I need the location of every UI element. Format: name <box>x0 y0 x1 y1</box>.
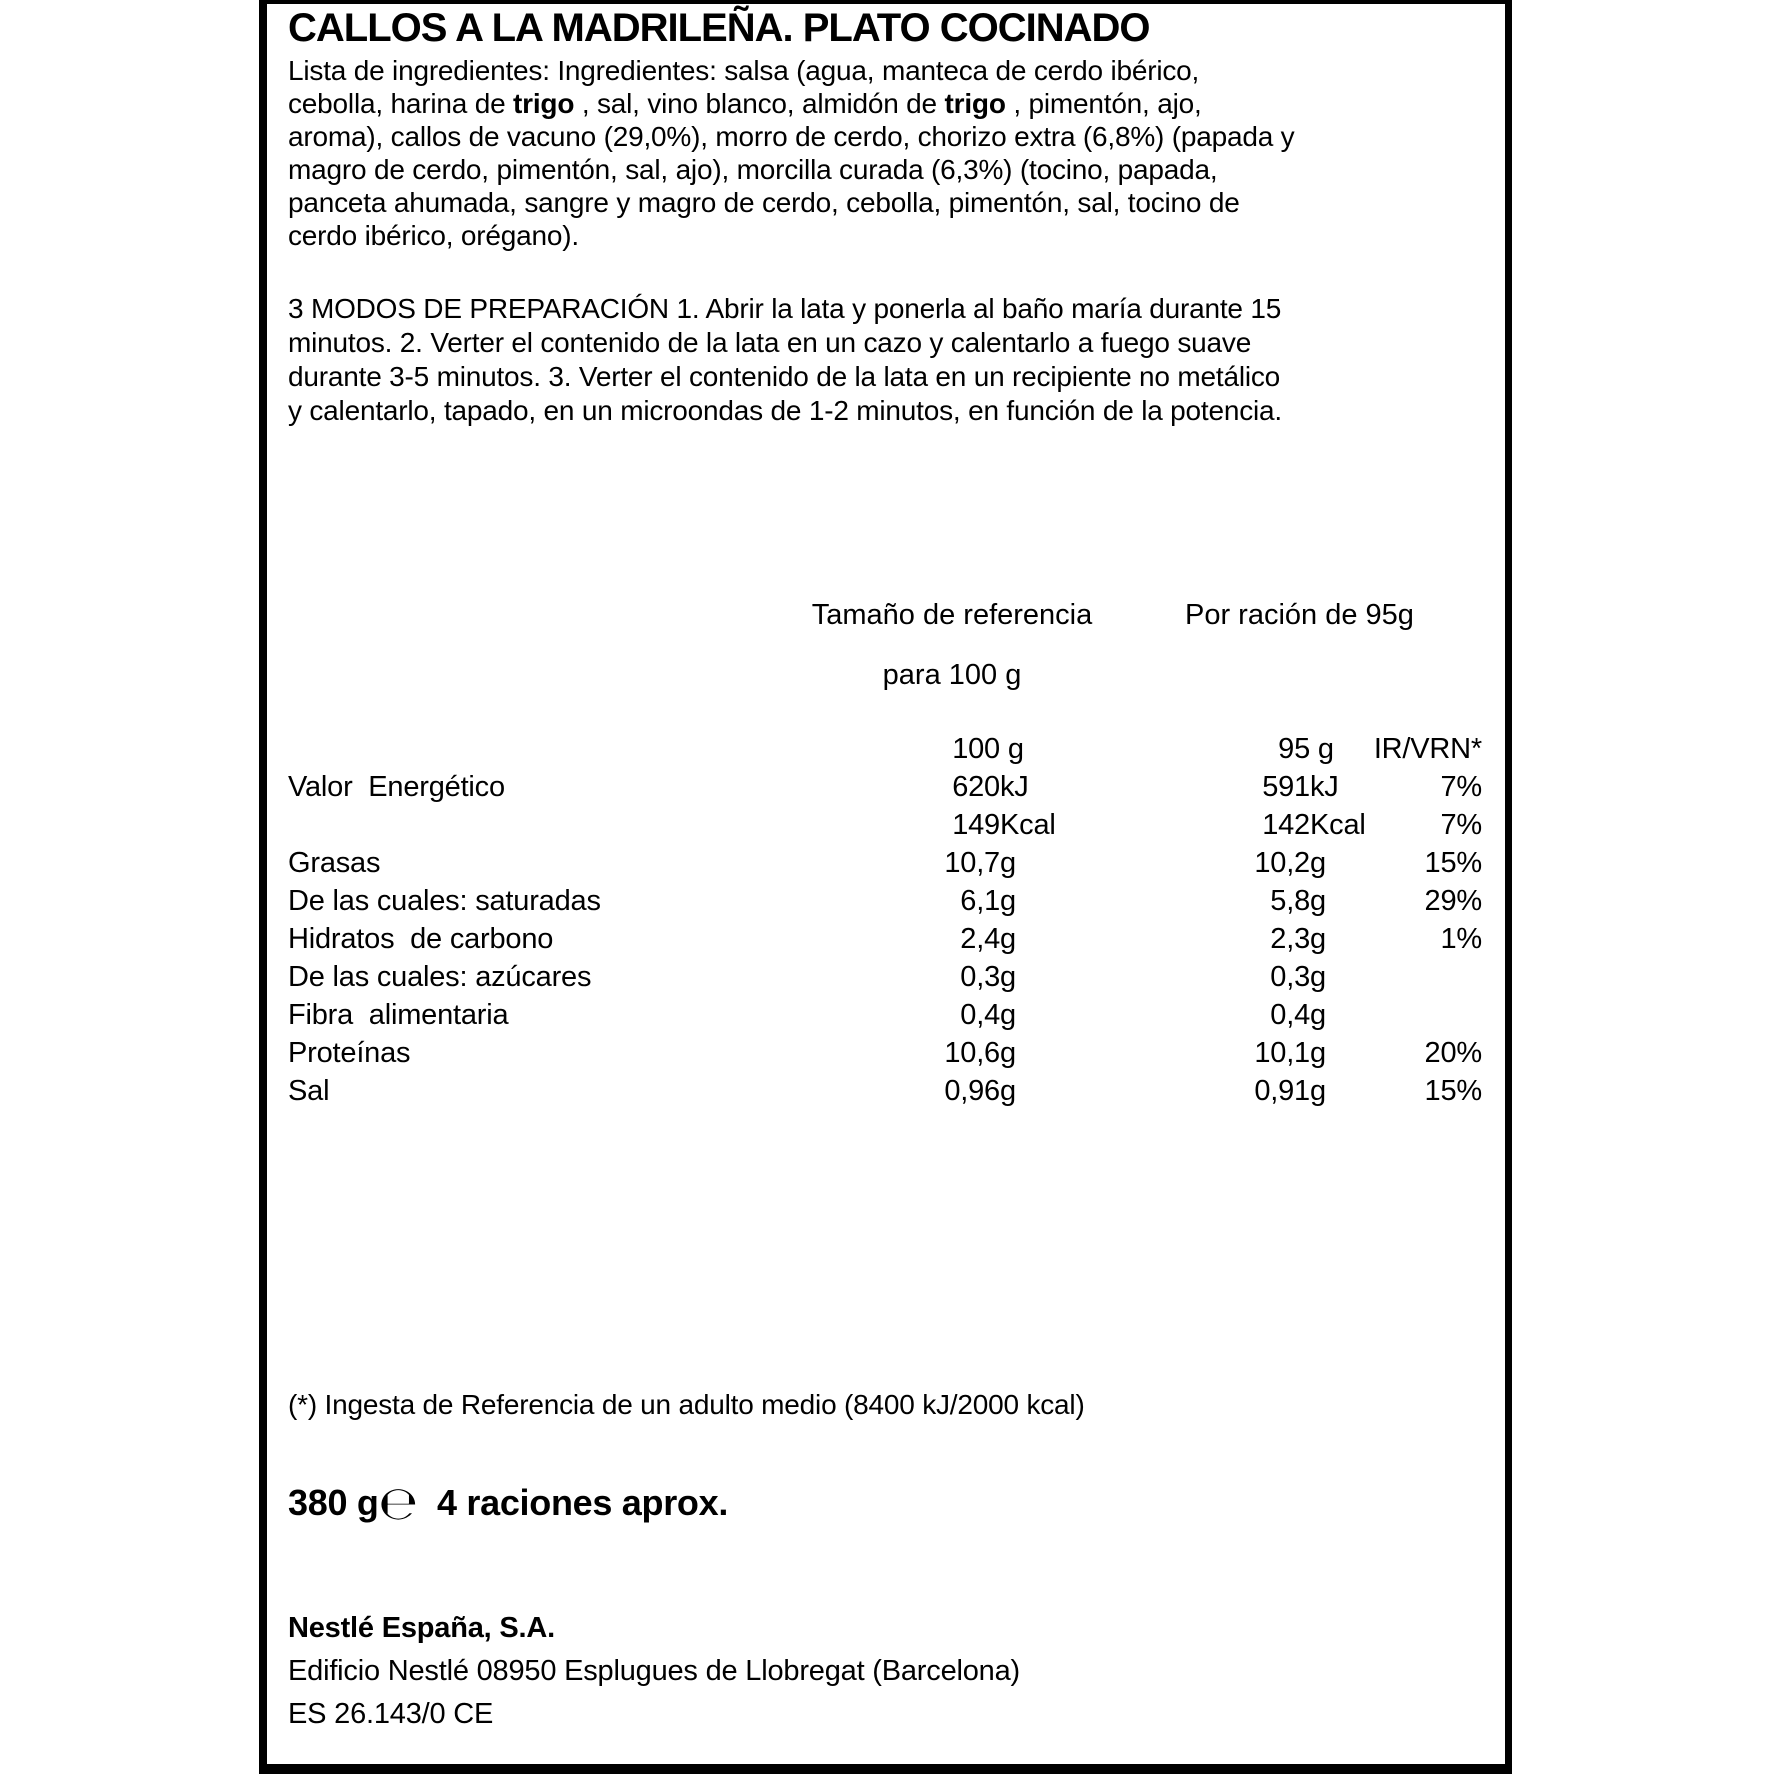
per100-unit: g <box>1000 999 1016 1031</box>
per100-value: 10,6 <box>944 1037 1000 1069</box>
perserving-unit: g <box>1310 733 1334 765</box>
nutrition-row-protein <box>288 1034 1500 1072</box>
reference-intake-footnote: (*) Ingesta de Referencia de un adulto medio (8400 kJ/2000 kcal) <box>288 1389 1085 1420</box>
nutrient-label: Fibra alimentaria <box>288 999 509 1031</box>
nutrition-row-carbohydrate <box>288 920 1500 958</box>
ingredients-text: Lista de ingredientes: Ingredientes: salsa (agua, manteca de cerdo ibérico, cebolla, harina de trigo , sal, vino blanco, almidón de trigo , pimentón, ajo, aroma), callos de vacuno (29,0%), morro de cerdo, chorizo extra (6,8%) (papada y magro de cerdo, pimentón, sal, ajo), morcilla curada (6,3%) (tocino, papada, panceta ahumada, sangre y magro de cerdo, cebolla, pimentón, sal, tocino de cerdo ibérico, orégano). <box>288 55 1295 251</box>
perserving-unit: g <box>1310 1075 1326 1107</box>
per100-unit: g <box>1000 961 1016 993</box>
perserving-unit: g <box>1310 1037 1326 1069</box>
ir-vrn-percent <box>1365 958 1500 996</box>
per100-unit: Kcal <box>1000 809 1056 841</box>
perserving-value: 10,1 <box>1254 1037 1310 1069</box>
perserving-value: 2,3 <box>1270 923 1310 955</box>
ir-vrn-percent: 20% <box>1424 1037 1482 1069</box>
nutrient-label <box>288 730 708 768</box>
per100-value: 6,1 <box>960 885 1000 917</box>
perserving-value: 10,2 <box>1254 847 1310 879</box>
nutrient-label: Hidratos de carbono <box>288 923 554 955</box>
nutrition-row-sugars <box>288 958 1500 996</box>
perserving-value: 0,4 <box>1270 999 1310 1031</box>
perserving-unit: g <box>1310 885 1326 917</box>
preparation-text: 3 MODOS DE PREPARACIÓN 1. Abrir la lata y ponerla al baño maría durante 15 minutos. 2. Verter el contenido de la lata en un cazo y calentarlo a fuego suave durante 3-5 minutos. 3. Verter el contenido de la lata en un recipiente no metálico y calentarlo, tapado, en un microondas de 1-2 minutos, en función de la potencia. <box>288 293 1283 426</box>
nutrition-row-fibre <box>288 996 1500 1034</box>
per100-value: 100 <box>952 733 1000 765</box>
per100-value: 620 <box>952 771 1000 803</box>
nutrient-label: Proteínas <box>288 1037 411 1069</box>
manufacturer-registration: ES 26.143/0 CE <box>288 1698 494 1730</box>
perserving-value: 0,91 <box>1254 1075 1310 1107</box>
perserving-value: 95 <box>1278 733 1310 765</box>
column-header-per-serving: Por ración de 95g <box>1185 599 1414 631</box>
per100-unit: g <box>1000 1037 1016 1069</box>
nutrition-row-energy-kcal <box>288 806 1500 844</box>
per100-unit: g <box>1000 885 1016 917</box>
product-label-frame <box>259 0 1512 1774</box>
perserving-unit: Kcal <box>1310 809 1366 841</box>
per100-unit: g <box>1000 733 1024 765</box>
net-weight-line: 380 g℮ 4 raciones aprox. <box>288 1476 729 1530</box>
ir-vrn-percent: 1% <box>1440 923 1482 955</box>
manufacturer-name: Nestlé España, S.A. <box>288 1612 555 1644</box>
perserving-unit: g <box>1310 961 1326 993</box>
per100-unit: g <box>1000 847 1016 879</box>
per100-unit: g <box>1000 923 1016 955</box>
perserving-value: 0,3 <box>1270 961 1310 993</box>
per100-value: 149 <box>952 809 1000 841</box>
per100-value: 2,4 <box>960 923 1000 955</box>
ir-vrn-percent <box>1365 996 1500 1034</box>
nutrition-header-row <box>288 730 1500 768</box>
per100-value: 0,3 <box>960 961 1000 993</box>
perserving-value: 142 <box>1262 809 1310 841</box>
manufacturer-address: Edificio Nestlé 08950 Esplugues de Llobregat (Barcelona) <box>288 1655 1020 1687</box>
perserving-unit: kJ <box>1310 771 1339 803</box>
ir-vrn-percent: 15% <box>1424 1075 1482 1107</box>
nutrient-label: De las cuales: azúcares <box>288 961 592 993</box>
nutrition-row-fat <box>288 844 1500 882</box>
nutrient-label: Sal <box>288 1075 330 1107</box>
column-header-per-100g: Tamaño de referencia para 100 g <box>811 599 1093 691</box>
perserving-unit: g <box>1310 923 1326 955</box>
ir-vrn-header: IR/VRN* <box>1373 733 1482 765</box>
perserving-unit: g <box>1310 999 1326 1031</box>
per100-unit: g <box>1000 1075 1016 1107</box>
per100-unit: kJ <box>1000 771 1029 803</box>
nutrition-table <box>288 730 1500 1110</box>
manufacturer-block <box>288 1607 1020 1736</box>
ir-vrn-percent: 29% <box>1424 885 1482 917</box>
perserving-value: 5,8 <box>1270 885 1310 917</box>
nutrient-label <box>288 806 708 844</box>
product-title: CALLOS A LA MADRILEÑA. PLATO COCINADO <box>288 6 1150 50</box>
perserving-unit: g <box>1310 847 1326 879</box>
per100-value: 10,7 <box>944 847 1000 879</box>
nutrient-label: De las cuales: saturadas <box>288 885 601 917</box>
ir-vrn-percent: 7% <box>1440 771 1482 803</box>
nutrient-label: Valor Energético <box>288 771 505 803</box>
nutrition-row-energy-kj <box>288 768 1500 806</box>
nutrition-row-saturates <box>288 882 1500 920</box>
nutrient-label: Grasas <box>288 847 381 879</box>
perserving-value: 591 <box>1262 771 1310 803</box>
nutrition-row-salt <box>288 1072 1500 1110</box>
ir-vrn-percent: 15% <box>1424 847 1482 879</box>
ir-vrn-percent: 7% <box>1440 809 1482 841</box>
per100-value: 0,4 <box>960 999 1000 1031</box>
per100-value: 0,96 <box>944 1075 1000 1107</box>
